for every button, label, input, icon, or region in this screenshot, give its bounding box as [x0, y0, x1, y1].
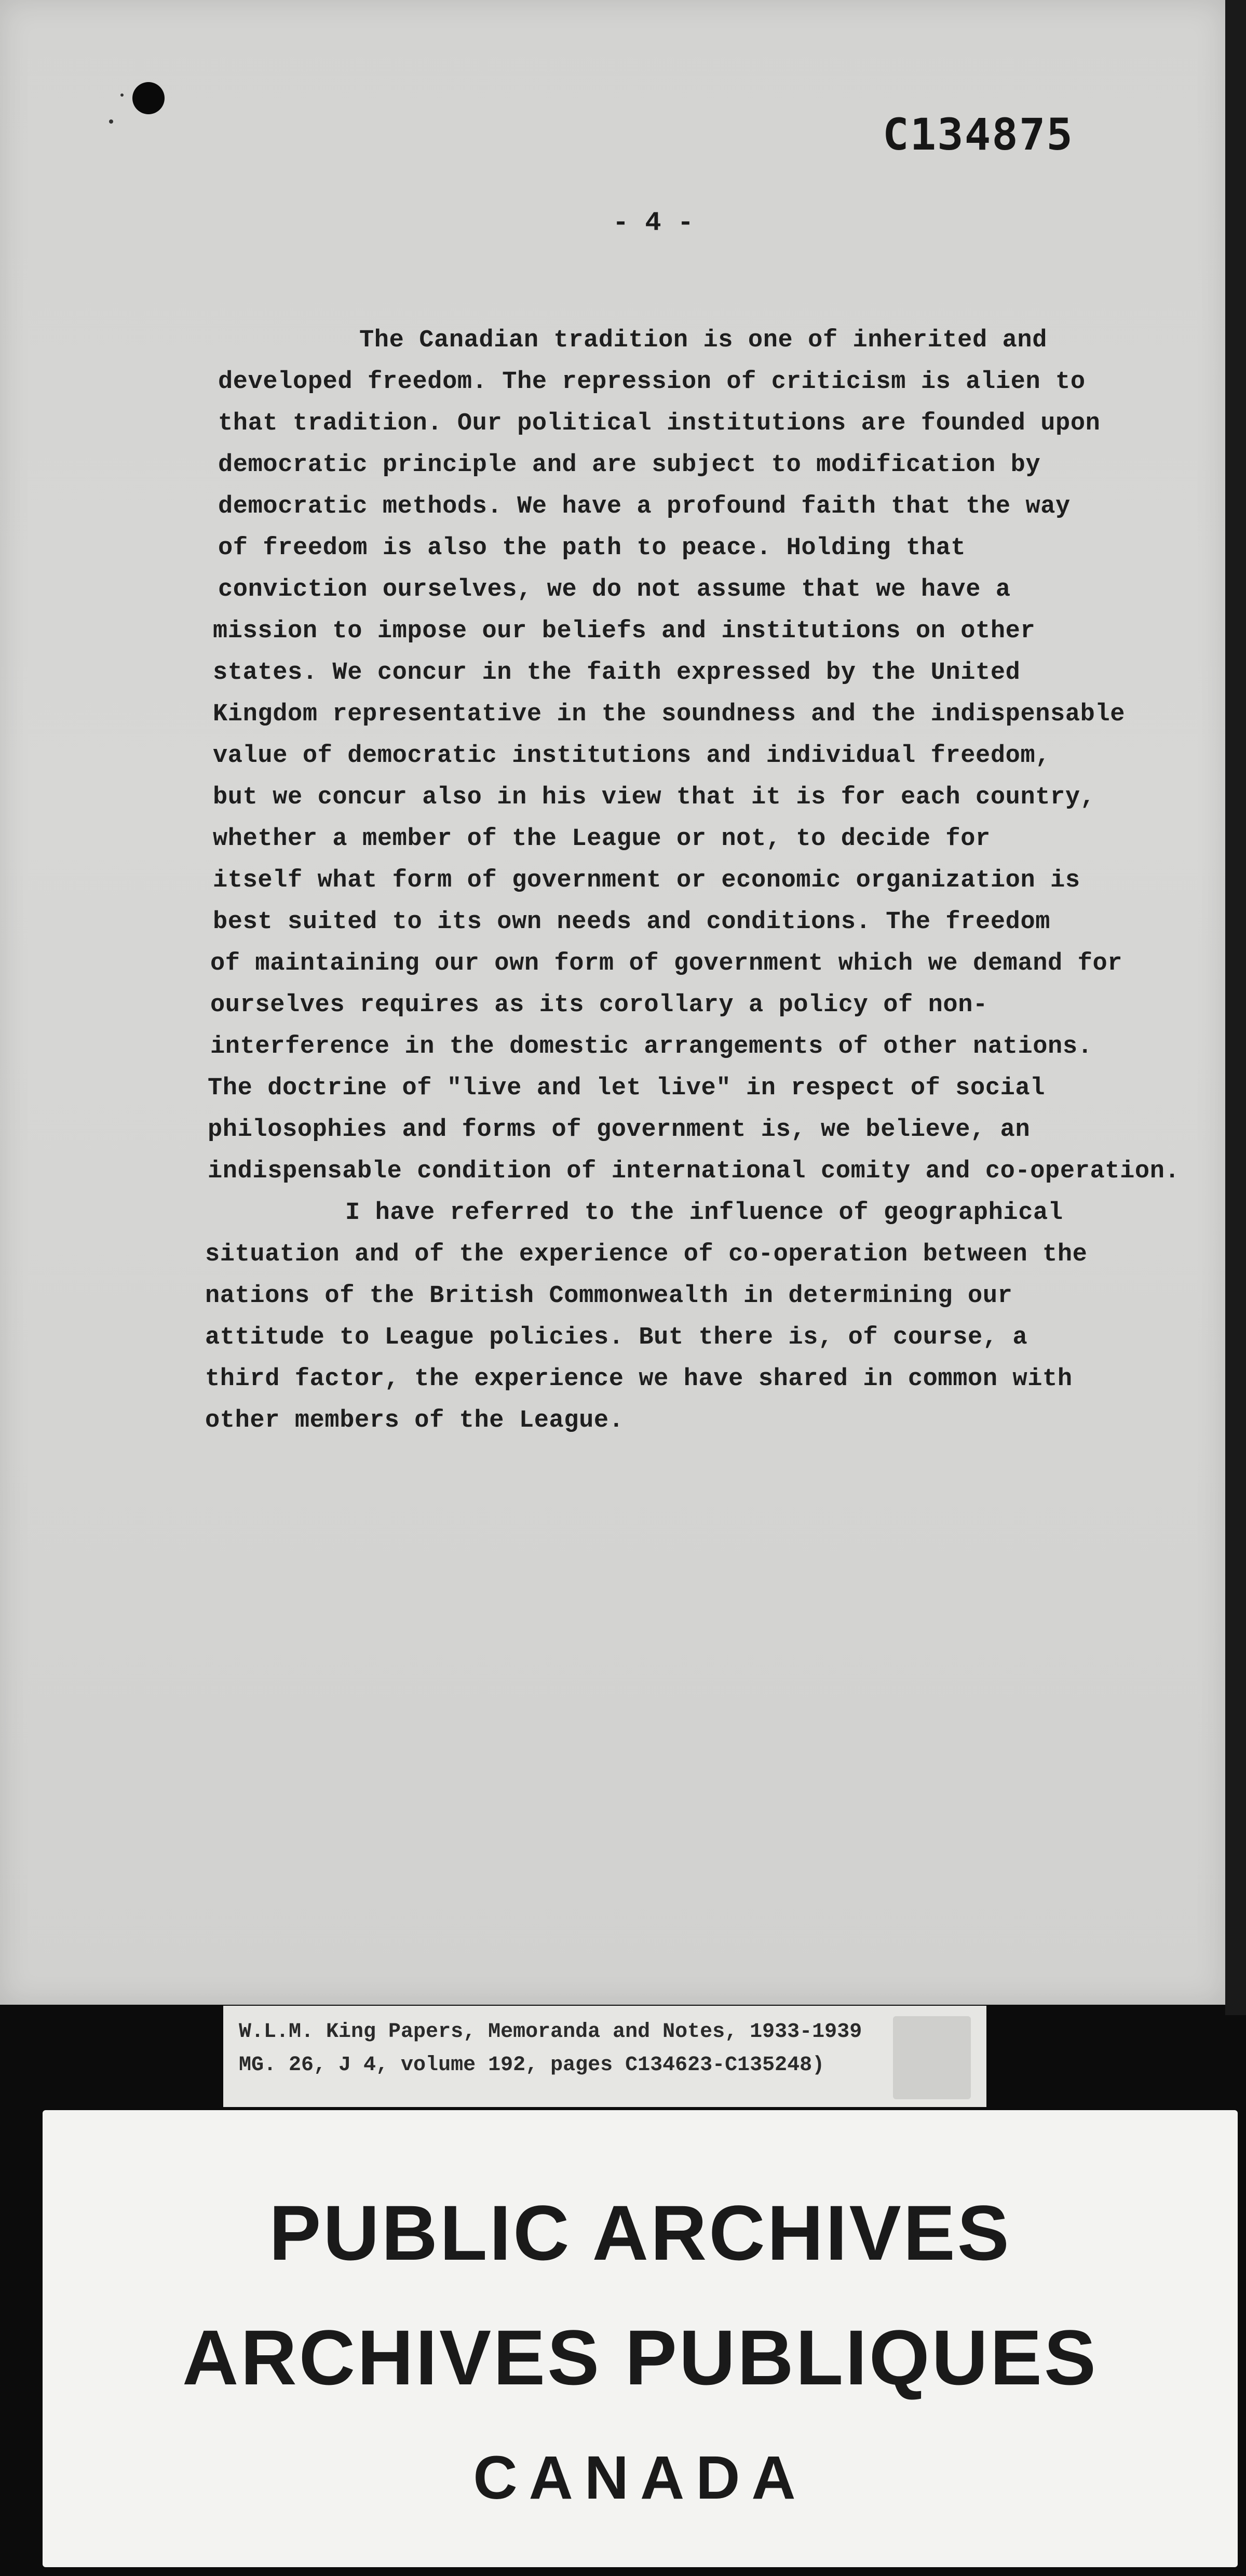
text-line: states. We concur in the faith expressed by the United: [213, 659, 1021, 687]
text-line: The Canadian tradition is one of inherited and: [359, 327, 1048, 354]
text-line: that tradition. Our political institutions are founded upon: [218, 410, 1101, 437]
text-line: best suited to its own needs and conditions. The freedom: [213, 908, 1051, 936]
text-line: itself what form of government or economic organization is: [213, 867, 1080, 894]
text-line: third factor, the experience we have shared in common with: [205, 1365, 1073, 1393]
text-line: democratic principle and are subject to modification by: [218, 451, 1041, 479]
text-line: attitude to League policies. But there is, of course, a: [205, 1324, 1028, 1351]
text-line: nations of the British Commonwealth in determining our: [205, 1282, 1013, 1310]
text-line: indispensable condition of international comity and co-operation.: [208, 1158, 1180, 1185]
text-line: whether a member of the League or not, to decide for: [213, 825, 991, 853]
archive-card: [43, 2110, 1238, 2567]
reference-line-1: W.L.M. King Papers, Memoranda and Notes, 1933-1939: [239, 2020, 862, 2044]
text-line: ourselves requires as its corollary a policy of non-: [210, 991, 988, 1019]
text-line: value of democratic institutions and individual freedom,: [213, 742, 1051, 770]
text-line: but we concur also in his view that it is for each country,: [213, 784, 1095, 811]
speck: [109, 119, 113, 124]
text-line: of maintaining our own form of government which we demand for: [210, 950, 1123, 977]
archive-title-fr: ARCHIVES PUBLIQUES: [182, 2314, 1098, 2401]
text-line: Kingdom representative in the soundness and the indispensable: [213, 701, 1126, 728]
text-line: interference in the domestic arrangements of other nations.: [210, 1033, 1093, 1061]
text-line: situation and of the experience of co-operation between the: [205, 1241, 1088, 1268]
text-line: other members of the League.: [205, 1407, 624, 1434]
page-edge-shadow: [1225, 0, 1246, 2015]
page-number: - 4 -: [613, 208, 694, 238]
archive-title-en: PUBLIC ARCHIVES: [269, 2189, 1011, 2276]
speck: [120, 93, 124, 97]
text-line: philosophies and forms of government is, we believe, an: [208, 1116, 1031, 1144]
reference-line-2: MG. 26, J 4, volume 192, pages C134623-C135248): [239, 2054, 825, 2077]
reference-label: [223, 2006, 986, 2107]
text-line: The doctrine of "live and let live" in respect of social: [208, 1075, 1046, 1102]
punch-hole: [132, 82, 165, 114]
stamp-mark: [893, 2016, 971, 2099]
text-line: democratic methods. We have a profound faith that the way: [218, 493, 1071, 520]
archive-country: CANADA: [473, 2444, 807, 2512]
text-line: of freedom is also the path to peace. Holding that: [218, 534, 966, 562]
text-line: conviction ourselves, we do not assume that we have a: [218, 576, 1011, 603]
text-line: I have referred to the influence of geographical: [345, 1199, 1063, 1227]
text-line: developed freedom. The repression of criticism is alien to: [218, 368, 1086, 396]
document-number: C134875: [883, 109, 1074, 160]
text-line: mission to impose our beliefs and institutions on other: [213, 618, 1036, 645]
